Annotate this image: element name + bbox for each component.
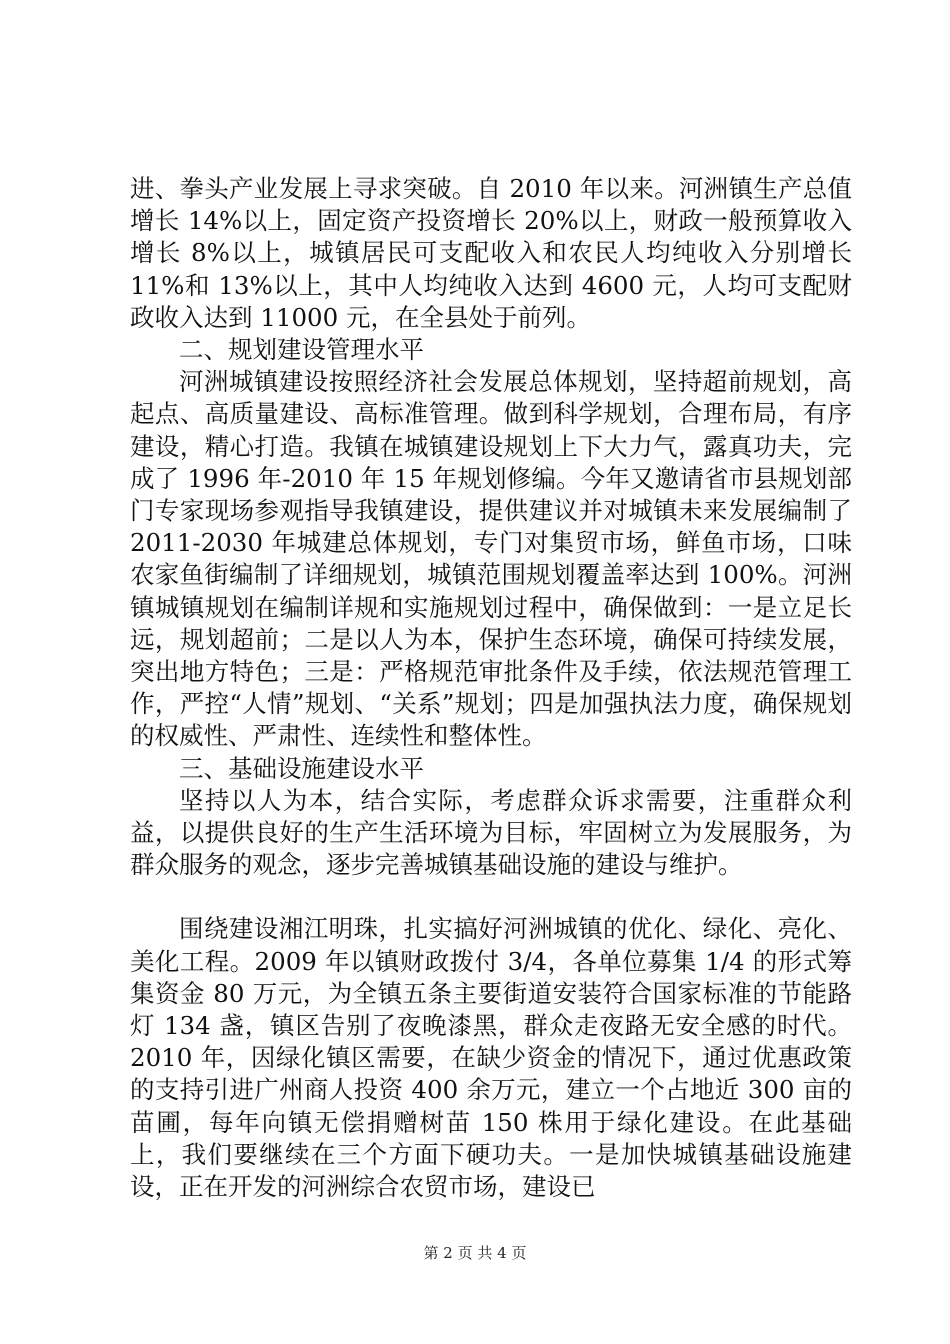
document-body [130, 173, 852, 1203]
page-number-footer: 第 2 页 共 4 页 [423, 1244, 527, 1262]
section-heading-infrastructure: 三、基础设施建设水平 [179, 753, 424, 783]
section-heading-planning: 二、规划建设管理水平 [179, 335, 424, 365]
paragraph-economy: 进、拳头产业发展上寻求突破。自 2010 年以来。河洲镇生产总值增长 14%以上，固定资产投资增长 20%以上，财政一般预算收入增长 8%以上，城镇居民可支配收入和农民人均纯收入分别增长 11%和 13%以上，其中人均纯收入达到 4600 元，人均可支配财政收入达到 11000 元，在全县处于前列。 [130, 174, 852, 332]
paragraph-planning: 河洲城镇建设按照经济社会发展总体规划，坚持超前规划，高起点、高质量建设、高标准管理。做到科学规划，合理布局，有序建设，精心打造。我镇在城镇建设规划上下大力气，露真功夫，完成了 1996 年-2010 年 15 年规划修编。今年又邀请省市县规划部门专家现场参观指导我镇建设，提供建议并对城镇未来发展编制了 2011-2030 年城建总体规划，专门对集贸市场，鲜鱼市场，口味农家鱼街编制了详细规划，城镇范围规划覆盖率达到 100%。河洲镇城镇规划在编制详规和实施规划过程中，确保做到：一是立足长远，规划超前；二是以人为本，保护生态环境，确保可持续发展，突出地方特色；三是：严格规范审批条件及手续，依法规范管理工作，严控“人情”规划、“关系”规划；四是加强执法力度，确保规划的权威性、严肃性、连续性和整体性。 [130, 367, 852, 751]
paragraph-infrastructure-projects: 围绕建设湘江明珠，扎实搞好河洲城镇的优化、绿化、亮化、美化工程。2009 年以镇财政拨付 3/4，各单位募集 1/4 的形式筹集资金 80 万元，为全镇五条主要街道安装符合国家标准的节能路灯 134 盏，镇区告别了夜晚漆黑，群众走夜路无安全感的时代。2010 年，因绿化镇区需要，在缺少资金的情况下，通过优惠政策的支持引进广州商人投资 400 余万元，建立一个占地近 300 亩的苗圃，每年向镇无偿捐赠树苗 150 株用于绿化建设。在此基础上，我们要继续在三个方面下硬功夫。一是加快城镇基础设施建设，正在开发的河洲综合农贸市场，建设已 [130, 914, 852, 1202]
paragraph-infrastructure-intro: 坚持以人为本，结合实际，考虑群众诉求需要，注重群众利益，以提供良好的生产生活环境为目标，牢固树立为发展服务，为群众服务的观念，逐步完善城镇基础设施的建设与维护。 [130, 785, 852, 880]
